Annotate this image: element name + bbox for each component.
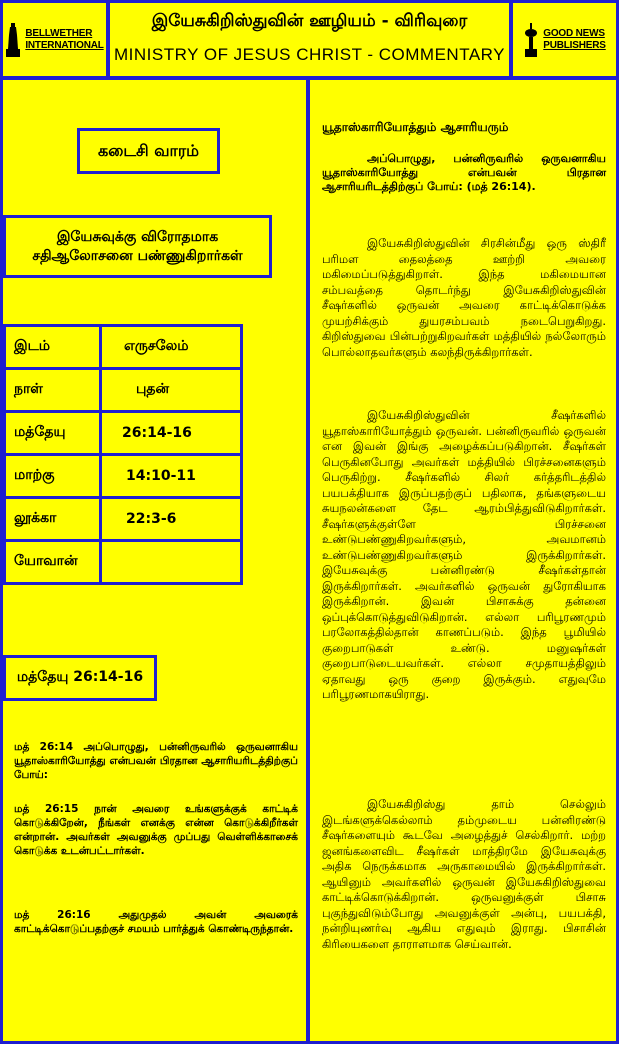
table-value-matthew: 26:14-16 (101, 412, 242, 455)
commentary-heading: யூதாஸ்காரியோத்தும் ஆசாரியரும் (322, 120, 509, 134)
verse-3: மத் 26:16 அதுமுதல் அவன் அவரைக் காட்டிக்கொடுப்பதற்குச் சமயம் பார்த்துக் கொண்டிருந்தான். (14, 909, 298, 935)
table-label-day: நாள் (5, 369, 101, 412)
header-title-box (110, 3, 509, 76)
verse-1: மத் 26:14 அப்பொழுது, பன்னிருவரில் ஒருவனாகிய யூதாஸ்காரியோத்து என்பவன் பிரதான ஆசாரியரிடத்திற்குப் போய்: (14, 741, 298, 781)
table-label-luke: லூக்கா (5, 498, 101, 541)
page-title-english: MINISTRY OF JESUS CHRIST - COMMENTARY (114, 45, 505, 64)
reference-table (3, 324, 243, 585)
topic-line-1: இயேசுவுக்கு விரோதமாக (56, 228, 219, 245)
left-logo-line1: BELLWETHER (25, 27, 93, 39)
topic-line-2: சதிஆலோசனை பண்ணுகிறார்கள் (32, 247, 243, 264)
table-row (5, 412, 242, 455)
table-label-john: யோவான் (5, 541, 101, 584)
table-value-luke: 22:3-6 (101, 498, 242, 541)
tower-icon (5, 23, 21, 57)
week-title-box (77, 128, 220, 174)
right-logo-line2: PUBLISHERS (543, 39, 606, 51)
table-row (5, 369, 242, 412)
good-news-logo (513, 3, 616, 76)
table-row (5, 455, 242, 498)
table-label-mark: மாற்கு (5, 455, 101, 498)
page-title-tamil: இயேசுகிறிஸ்துவின் ஊழியம் - விரிவுரை (151, 11, 468, 31)
table-value-mark: 14:10-11 (101, 455, 242, 498)
commentary-paragraph-3: இயேசுகிறிஸ்து தாம் செல்லும் இடங்களுக்கெல்லாம் தம்முடைய பன்னிரண்டு சீஷர்களையும் கூடவே அழைத்துச் செல்கிறார். மற்ற ஜனங்களைவிட சீஷர்கள் மாத்திரமே இயேசுவுக்கு அதிக நெருக்கமாக அருகாமையில் இருக்கிறார்கள். ஆயினும் அவர்களில் ஒருவன் இயேசுகிறிஸ்துவை காட்டிக்கொடுக்கிறான். ஒருவனுக்குள் பிசாசு புகுந்துவிடும்போது அவனுக்குள் அன்பு, பயபக்தி, நன்றியுணர்வு ஆகிய எதுவும் இராது. பிசாசின் கிரியைகளை தாராளமாக செய்வான். (322, 797, 606, 951)
left-logo-line2: INTERNATIONAL (25, 39, 104, 51)
table-row (5, 326, 242, 369)
table-value-john (101, 541, 242, 584)
table-row (5, 498, 242, 541)
right-logo-line1: GOOD NEWS (543, 27, 605, 39)
commentary-paragraph-1: இயேசுகிறிஸ்துவின் சிரசின்மீது ஒரு ஸ்திரீ பரிமள தைலத்தை ஊற்றி அவரை மகிமைப்படுத்துகிறாள். இந்த மகிமையான சம்பவத்தை தொடர்ந்து இயேசுகிறிஸ்துவின் சீஷர்களில் ஒருவன் அவரை காட்டிக்கொடுக்க முயற்சிக்கும் துயரசம்பவம் நடைபெறுகிறது. கிறிஸ்துவை பின்பற்றுகிறவர்கள் மத்தியில் நல்லோரும் பொல்லாதவர்களும் கலந்திருக்கிறார்கள். (322, 236, 606, 359)
table-label-matthew: மத்தேயு (5, 412, 101, 455)
table-label-place: இடம் (5, 326, 101, 369)
lamp-icon (523, 23, 539, 57)
table-row (5, 541, 242, 584)
topic-box (3, 215, 272, 278)
commentary-paragraph-2: இயேசுகிறிஸ்துவின் சீஷர்களில் யூதாஸ்காரியோத்தும் ஒருவன். பன்னிருவரில் ஒருவன் என இவன் இங்கு அழைக்கப்படுகிறான். சீஷர்கள் பெருகினபோது அவர்கள் மத்தியில் பிரச்சனைகளும் பெருகிற்று. சீஷர்களில் சிலர் கர்த்தரிடத்தில் பயபக்தியாக இருப்பதற்குப் பதிலாக, தங்களுடைய சுயநலன்களை தேட ஆரம்பித்துவிடுகிறார்கள். சீஷர்களுக்குள்ளே பிரச்சனை உண்டுபண்ணுகிறவர்களும், அவமானம் உண்டுபண்ணுகிறவர்களும் இருக்கிறார்கள். இயேசுவுக்கு பன்னிரண்டு சீஷர்கள்தான் இருக்கிறார்கள். அவர்களில் ஒருவன் துரோகியாக இருக்கிறான். இவன் பிசாசுக்கு தன்னை ஒப்புக்கொடுத்துவிடுகிறான். எல்லா பரிபூரணமும் பரலோகத்தில்தான் காணப்படும். இந்த பூமியில் குறைபாடுகள் உண்டு. மனுஷர்கள் குறைபாடுடையவர்கள். எல்லா சமுதாயத்திலும் ஏதாவது ஒரு குறை இருக்கும். எதுவுமே பரிபூரணமாகயிராது. (322, 408, 606, 701)
bellwether-logo (3, 3, 106, 76)
table-value-day: புதன் (101, 369, 242, 412)
verse-2: மத் 26:15 நான் அவரை உங்களுக்குக் காட்டிக் கொடுக்கிறேன், நீங்கள் எனக்கு என்ன கொடுக்கிறீர்கள் என்றான். அவர்கள் அவனுக்கு முப்பது வெள்ளிக்காசைக் கொடுக்க உடன்பட்டார்கள். (14, 803, 298, 857)
reference-box (3, 655, 157, 701)
table-value-place: எருசலேம் (101, 326, 242, 369)
week-title: கடைசி வாரம் (97, 140, 200, 160)
commentary-intro: அப்பொழுது, பன்னிருவரில் ஒருவனாகிய யூதாஸ்காரியோத்து என்பவன் பிரதான ஆசாரியரிடத்திற்குப் போய்: (மத் 26:14). (322, 152, 606, 193)
scripture-reference: மத்தேயு 26:14-16 (16, 669, 144, 685)
